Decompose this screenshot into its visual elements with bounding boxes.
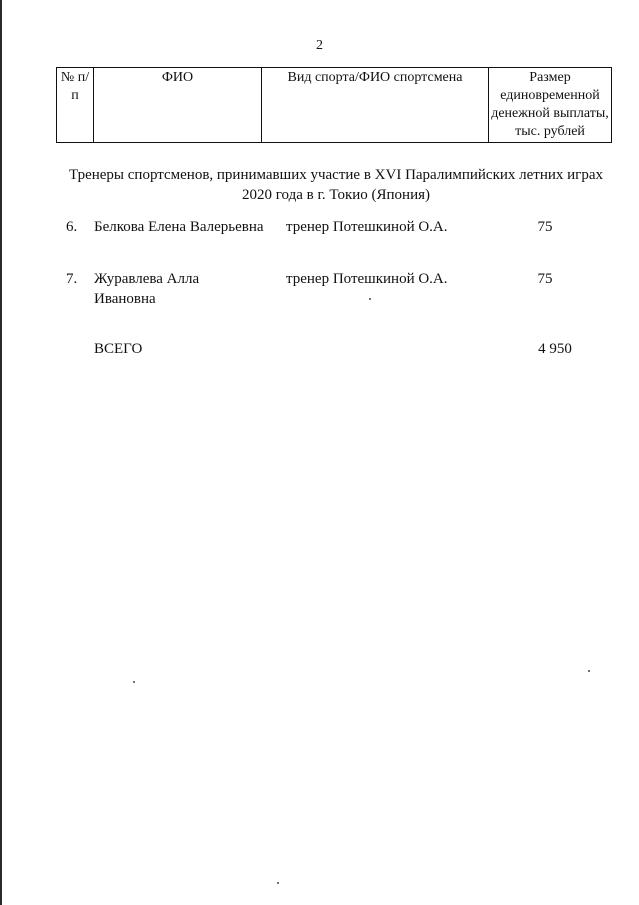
total-amount: 4 950 (538, 341, 572, 357)
page-number: 2 (316, 38, 323, 53)
header-fio: ФИО (94, 68, 262, 143)
header-sport: Вид спорта/ФИО спортсмена (262, 68, 489, 143)
header-table (56, 67, 612, 143)
section-title: Тренеры спортсменов, принимавших участие в XVI Паралимпийских летних играх 2020 года в г. Токио (Япония) (69, 167, 603, 203)
row-sport: тренер Потешкиной О.А. (286, 271, 448, 287)
total-label: ВСЕГО (94, 341, 143, 357)
row-name: Журавлева Алла Ивановна (94, 271, 200, 307)
row-number: 6. (66, 219, 78, 235)
row-name: Белкова Елена Валерьевна (94, 219, 264, 235)
header-row (57, 68, 612, 143)
scan-speck (277, 882, 279, 884)
scan-speck (588, 670, 590, 672)
row-amount: 75 (537, 219, 553, 235)
row-amount: 75 (537, 271, 553, 287)
header-amount: Размер единовременной денежной выплаты, тыс. рублей (489, 68, 612, 143)
scan-speck (133, 681, 135, 683)
scan-speck (369, 298, 371, 300)
row-number: 7. (66, 271, 78, 287)
scan-edge (0, 0, 2, 905)
header-num: № п/п (57, 68, 94, 143)
row-sport: тренер Потешкиной О.А. (286, 219, 448, 235)
